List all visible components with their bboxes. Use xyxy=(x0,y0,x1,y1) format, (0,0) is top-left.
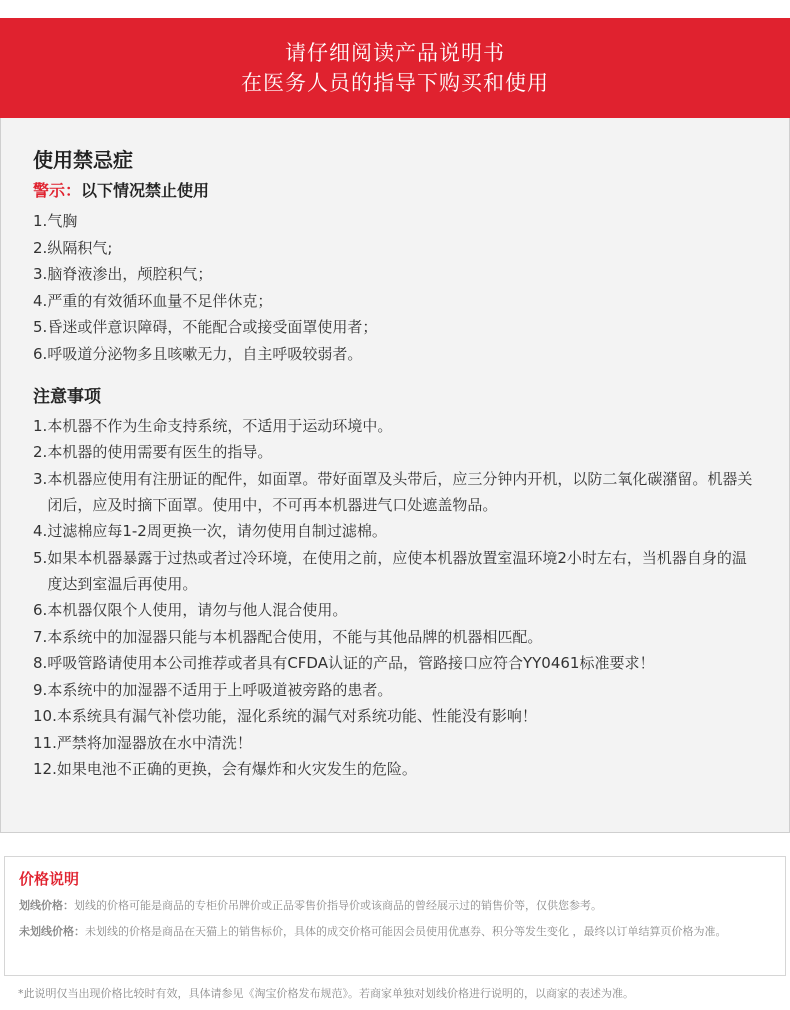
item-text: 呼吸管路请使用本公司推荐或者具有CFDA认证的产品，管路接口应符合YY0461标准要求！ xyxy=(47,654,655,672)
list-item xyxy=(33,439,757,465)
item-number: 1. xyxy=(33,212,48,230)
item-number: 8. xyxy=(33,654,48,672)
price-label: 未划线价格： xyxy=(19,925,85,938)
item-number: 10. xyxy=(33,707,57,725)
list-item xyxy=(33,597,757,623)
item-number: 3. xyxy=(33,265,48,283)
warning-line xyxy=(33,178,757,204)
item-text: 本系统中的加湿器不适用于上呼吸道被旁路的患者。 xyxy=(47,680,393,699)
item-text: 如果本机器暴露于过热或者过冷环境，在使用之前，应使本机器放置室温环境2小时左右，当机器自身的温度达到室温后再使用。 xyxy=(47,548,747,593)
item-text: 本机器应使用有注册证的配件，如面罩。带好面罩及头带后，应三分钟内开机，以防二氧化碳潴留。机器关闭后，应及时摘下面罩。使用中，不可再本机器进气口处遮盖物品。 xyxy=(47,469,753,514)
instructions-panel xyxy=(0,118,790,833)
banner-line-2: 在医务人员的指导下购买和使用 xyxy=(241,71,549,95)
list-item xyxy=(33,624,757,650)
list-item xyxy=(33,208,757,234)
item-number: 6. xyxy=(33,344,48,363)
item-number: 3. xyxy=(33,469,48,488)
notes-list xyxy=(33,413,757,783)
list-item xyxy=(33,288,757,314)
list-item xyxy=(33,341,757,367)
price-footnote: *此说明仅当出现价格比较时有效，具体请参见《淘宝价格发布规范》。若商家单独对划线价格进行说明的，以商家的表述为准。 xyxy=(18,987,634,1000)
list-item xyxy=(33,703,757,729)
item-number: 2. xyxy=(33,238,48,257)
list-item xyxy=(33,518,757,544)
header-banner xyxy=(0,18,790,118)
item-text: 呼吸道分泌物多且咳嗽无力，自主呼吸较弱者。 xyxy=(47,344,363,363)
list-item xyxy=(33,235,757,261)
item-number: 4. xyxy=(33,291,48,310)
item-text: 昏迷或伴意识障碍，不能配合或接受面罩使用者； xyxy=(47,318,378,336)
item-number: 6. xyxy=(33,601,48,619)
item-number: 11. xyxy=(33,733,57,752)
price-explanation-panel xyxy=(4,856,786,976)
item-text: 气胸 xyxy=(47,212,78,230)
item-number: 1. xyxy=(33,416,48,435)
list-item xyxy=(33,314,757,340)
item-number: 2. xyxy=(33,443,48,461)
warning-text: 以下情况禁止使用 xyxy=(81,181,210,200)
item-number: 4. xyxy=(33,522,48,540)
price-text: 未划线的价格是商品在天猫上的销售标价，具体的成交价格可能因会员使用优惠券、积分等发生变化 ，最终以订单结算页价格为准。 xyxy=(85,925,727,938)
list-item xyxy=(33,413,757,439)
item-number: 7. xyxy=(33,627,48,646)
item-text: 严重的有效循环血量不足伴休克； xyxy=(47,291,273,310)
price-line-strikethrough xyxy=(19,897,771,915)
item-number: 9. xyxy=(33,680,48,699)
item-text: 如果电池不正确的更换，会有爆炸和火灾发生的危险。 xyxy=(56,760,417,778)
list-item xyxy=(33,261,757,287)
list-item xyxy=(33,730,757,756)
item-text: 过滤棉应每1-2周更换一次，请勿使用自制过滤棉。 xyxy=(47,522,387,540)
item-number: 5. xyxy=(33,548,48,567)
item-text: 脑脊液渗出，颅腔积气； xyxy=(47,265,213,283)
list-item xyxy=(33,756,757,782)
item-number: 12. xyxy=(33,760,57,778)
item-text: 本系统中的加湿器只能与本机器配合使用，不能与其他品牌的机器相匹配。 xyxy=(47,627,543,646)
item-text: 本机器的使用需要有医生的指导。 xyxy=(47,443,273,461)
price-line-regular xyxy=(19,923,771,941)
price-text: 划线的价格可能是商品的专柜价吊牌价或正品零售价指导价或该商品的曾经展示过的销售价等，仅供您参考。 xyxy=(74,899,602,912)
warning-label: 警示： xyxy=(33,181,82,200)
list-item xyxy=(33,650,757,676)
price-title: 价格说明 xyxy=(19,870,80,888)
notes-title: 注意事项 xyxy=(33,386,101,407)
top-spacer xyxy=(0,0,790,18)
item-text: 严禁将加湿器放在水中清洗！ xyxy=(56,733,252,752)
item-text: 纵隔积气; xyxy=(47,238,113,257)
price-label: 划线价格： xyxy=(19,899,74,912)
item-number: 5. xyxy=(33,318,48,336)
item-text: 本机器不作为生命支持系统，不适用于运动环境中。 xyxy=(47,416,393,435)
banner-line-1: 请仔细阅读产品说明书 xyxy=(285,41,505,65)
item-text: 本系统具有漏气补偿功能，湿化系统的漏气对系统功能、性能没有影响！ xyxy=(56,707,537,725)
contraindications-title: 使用禁忌症 xyxy=(33,148,133,172)
item-text: 本机器仅限个人使用，请勿与他人混合使用。 xyxy=(47,601,348,619)
list-item xyxy=(33,545,757,597)
list-item xyxy=(33,677,757,703)
contraindications-list xyxy=(33,208,757,367)
list-item xyxy=(33,466,757,518)
